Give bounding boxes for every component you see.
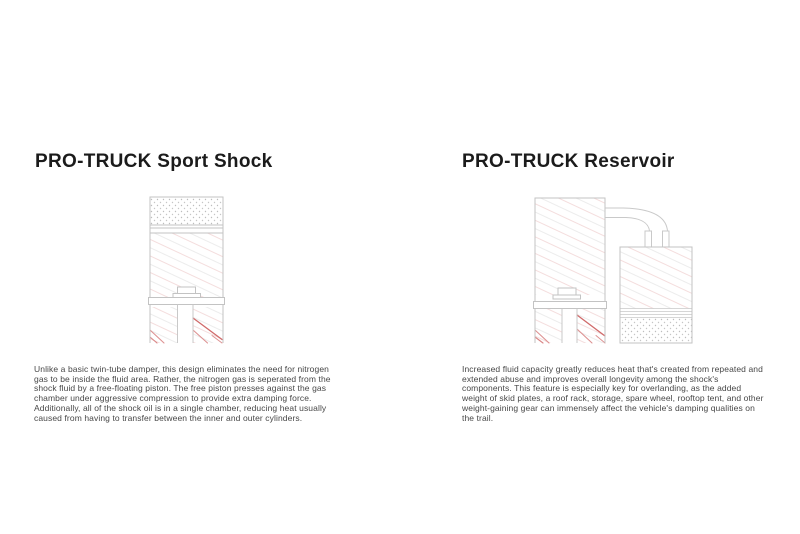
remote-reservoir: [620, 247, 692, 343]
reservoir-divider-piston: [620, 309, 692, 318]
sport-shock-description: Unlike a basic twin-tube damper, this design eliminates the need for nitrogen gas to be inside the fluid area. Rather, the nitrogen gas is seperated from the shock fluid by a free-floating piston. The free piston presses against the gas chamber under aggressive compression to provide extra damping force. Additionally, all of the shock oil is in a single chamber, reducing heat usually caused from having to transfer between the inner and outer cylinders.: [34, 364, 331, 423]
fluid-chamber: [535, 198, 605, 343]
reservoir-title: PRO-TRUCK Reservoir: [462, 151, 675, 172]
reservoir-transfer-tube: [605, 208, 669, 247]
gas-chamber: [150, 197, 223, 225]
reservoir-description: Increased fluid capacity greatly reduces heat that's created from repeated and extended abuse and improves overall longevity among the shock's components. This feature is especially key for overlanding, as the added weight of skid plates, a roof rack, storage, spare wheel, rooftop tent, and other weight-gaining gear can immensely affect the vehicle's damping qualities on the trail.: [462, 364, 764, 423]
shock-shaft: [562, 309, 577, 344]
sport-shock-cutaway-icon: [140, 190, 250, 350]
remote-reservoir-shock-cutaway-icon: [525, 190, 705, 350]
free-floating-piston: [150, 228, 223, 233]
shock-shaft: [178, 305, 194, 344]
reservoir-gas-chamber: [620, 318, 692, 343]
sport-shock-title: PRO-TRUCK Sport Shock: [35, 151, 273, 172]
